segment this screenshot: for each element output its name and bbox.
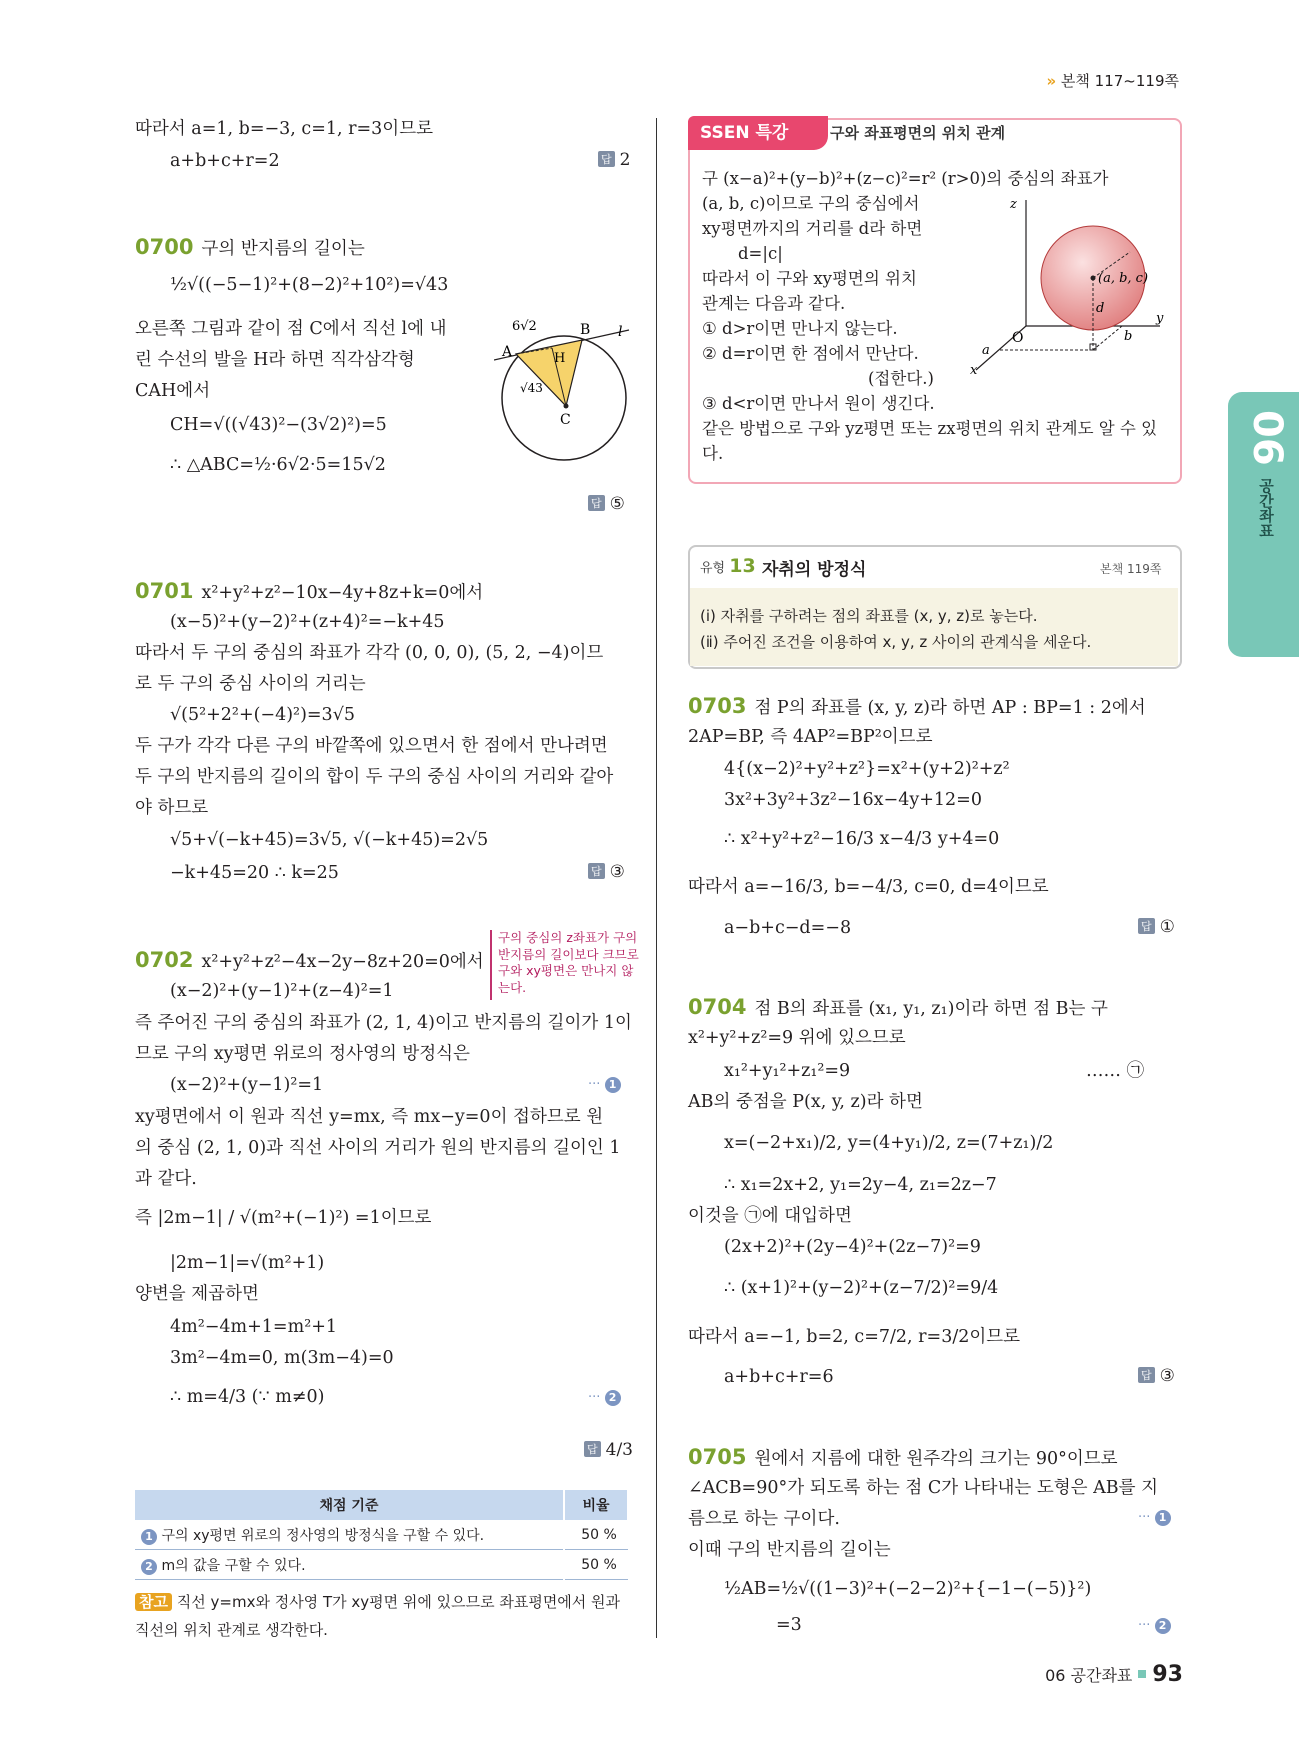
ssen-line-4: d=|c| — [738, 244, 783, 263]
problem-0704-line-11: a+b+c+r=6 — [724, 1367, 834, 1387]
problem-number: 0702 — [135, 948, 194, 972]
ssen-line-5: 따라서 이 구와 xy평면의 위치 — [702, 269, 917, 288]
problem-0701-line-8: 야 하므로 — [135, 798, 209, 818]
criteria-text: m의 값을 구할 수 있다. — [161, 1557, 306, 1574]
problem-0702-line-3: 즉 주어진 구의 중심의 좌표가 (2, 1, 4)이고 반지름의 길이가 1이 — [135, 1013, 632, 1033]
step-marker-1: ··· 1 — [588, 1077, 621, 1093]
problem-0700-line-2: ½√((−5−1)²+(8−2)²+10²)=√43 — [170, 275, 449, 295]
problem-0702-line-9: 즉 |2m−1| / √(m²+(−1)²) =1이므로 — [135, 1208, 432, 1228]
problem-0705-line-4: 이때 구의 반지름의 길이는 — [688, 1540, 891, 1560]
ssen-line-6: 관계는 다음과 같다. — [702, 294, 846, 313]
answer-value: 2 — [619, 150, 631, 170]
page-reference — [1046, 70, 1179, 91]
criteria-cell — [135, 1520, 564, 1550]
problem-0702-line-14: ∴ m=4/3 (∵ m≠0) — [170, 1387, 325, 1407]
table-row — [135, 1550, 628, 1580]
type-label-text: 유형 — [700, 561, 726, 576]
ssen-line-9: (접한다.) — [868, 369, 934, 388]
answer-0704 — [1138, 1366, 1175, 1386]
footer-square-icon — [1138, 1670, 1146, 1678]
answer-0702 — [584, 1440, 633, 1460]
label-center: (a, b, c) — [1098, 271, 1149, 286]
problem-0701-line-7: 두 구의 반지름의 길이의 합이 두 구의 중심 사이의 거리와 같아 — [135, 767, 614, 787]
label-y: y — [1156, 311, 1164, 326]
page-number: 93 — [1152, 1662, 1183, 1687]
problem-0705-line-2: ∠ACB=90°가 되도록 하는 점 C가 나타내는 도형은 AB를 지 — [688, 1478, 1159, 1498]
answer-icon: 답 — [598, 151, 615, 167]
label-d: d — [1096, 301, 1105, 316]
chevron-icon: » — [1046, 72, 1057, 90]
text: x²+y²+z²−10x−4y+8z+k=0에서 — [201, 583, 484, 603]
reference-note — [135, 1588, 635, 1644]
problem-0700-line-7: ∴ △ABC=½·6√2·5=15√2 — [170, 455, 386, 475]
problem-0705-line-1 — [688, 1444, 1118, 1472]
problem-number: 0705 — [688, 1445, 747, 1469]
problem-0703-line-4: 3x²+3y²+3z²−16x−4y+12=0 — [724, 790, 982, 810]
answer-icon: 답 — [584, 1441, 601, 1457]
table-row — [135, 1520, 628, 1550]
label-h: H — [554, 351, 566, 366]
answer-value: 4/3 — [605, 1440, 633, 1460]
text: x²+y²+z²−4x−2y−8z+20=0에서 — [201, 952, 484, 972]
problem-0702-line-10: |2m−1|=√(m²+1) — [170, 1253, 325, 1273]
problem-0704-line-2: x²+y²+z²=9 위에 있으므로 — [688, 1028, 906, 1048]
problem-number: 0700 — [135, 235, 194, 259]
problem-0704-line-10: 따라서 a=−1, b=2, c=7/2, r=3/2이므로 — [688, 1327, 1021, 1347]
problem-0702-line-8: 과 같다. — [135, 1169, 197, 1189]
problem-0704-line-1 — [688, 994, 1108, 1022]
step-marker-2: ··· 2 — [588, 1390, 621, 1406]
step-number: 2 — [141, 1559, 157, 1575]
answer-intro — [598, 150, 630, 170]
answer-icon: 답 — [588, 863, 605, 879]
answer-icon: 답 — [1138, 918, 1155, 934]
reference-line-2: 직선의 위치 관계로 생각한다. — [135, 1621, 328, 1639]
equation-tag: …… ㉠ — [1086, 1061, 1145, 1081]
page-footer — [1045, 1662, 1183, 1687]
problem-0703-line-7: a−b+c−d=−8 — [724, 918, 852, 938]
column-divider — [656, 118, 657, 1638]
reference-tag: 참고 — [135, 1593, 172, 1611]
problem-0700-line-4: 린 수선의 발을 H라 하면 직각삼각형 — [135, 350, 415, 370]
problem-0701-line-3: 따라서 두 구의 중심의 좌표가 각각 (0, 0, 0), (5, 2, −4)이므 — [135, 643, 604, 663]
problem-0700-line-6: CH=√((√43)²−(3√2)²)=5 — [170, 415, 387, 435]
ssen-line-7: ① d>r이면 만나지 않는다. — [702, 319, 898, 338]
problem-0702-line-4: 므로 구의 xy평면 위로의 정사영의 방정식은 — [135, 1044, 470, 1064]
rate-cell: 50 % — [564, 1550, 628, 1580]
answer-value: ⑤ — [609, 494, 625, 514]
answer-0700 — [588, 494, 625, 514]
type-item-2: (ⅱ) 주어진 조건을 이용하여 x, y, z 사이의 관계식을 세운다. — [700, 633, 1092, 651]
problem-0702-line-13: 3m²−4m=0, m(3m−4)=0 — [170, 1348, 394, 1368]
type-label — [700, 555, 756, 577]
problem-0701-line-10: −k+45=20 ∴ k=25 — [170, 863, 339, 883]
chapter-title: 공간좌표 — [1257, 478, 1275, 538]
label-c: C — [560, 412, 571, 428]
problem-0700-line-5: CAH에서 — [135, 381, 211, 401]
col-criteria: 채점 기준 — [135, 1490, 564, 1520]
problem-0703-line-2: 2AP=BP, 즉 4AP²=BP²이므로 — [688, 727, 933, 747]
answer-0701 — [588, 862, 625, 882]
problem-0700-line-1 — [135, 234, 365, 262]
label-root-43: √43 — [520, 381, 543, 395]
label-l: l — [618, 324, 623, 340]
criteria-text: 구의 xy평면 위로의 정사영의 방정식을 구할 수 있다. — [161, 1527, 485, 1544]
problem-0702-line-11: 양변을 제곱하면 — [135, 1284, 259, 1304]
page-reference-text: 본책 117~119쪽 — [1060, 72, 1179, 90]
problem-0701-line-4: 로 두 구의 중심 사이의 거리는 — [135, 674, 366, 694]
problem-0702-line-7: 의 중심 (2, 1, 0)과 직선 사이의 거리가 원의 반지름의 길이인 1 — [135, 1138, 621, 1158]
ssen-line-2: (a, b, c)이므로 구의 중심에서 — [702, 194, 920, 213]
problem-0704-line-4: AB의 중점을 P(x, y, z)라 하면 — [688, 1092, 923, 1112]
problem-0704-line-5: x=(−2+x₁)/2, y=(4+y₁)/2, z=(7+z₁)/2 — [724, 1133, 1054, 1153]
criteria-cell — [135, 1550, 564, 1580]
problem-0701-line-1 — [135, 578, 483, 606]
problem-0705-line-5: ½AB=½√((1−3)²+(−2−2)²+{−1−(−5)}²) — [724, 1579, 1092, 1599]
scoring-table — [135, 1490, 629, 1580]
problem-0704-line-9: ∴ (x+1)²+(y−2)²+(z−7/2)²=9/4 — [724, 1278, 999, 1298]
label-o: O — [1012, 330, 1024, 346]
ssen-line-10: ③ d<r이면 만나서 원이 생긴다. — [702, 394, 935, 413]
problem-number: 0701 — [135, 579, 194, 603]
center-point — [1091, 276, 1096, 281]
problem-0703-line-1 — [688, 693, 1146, 721]
chapter-side-tab — [1228, 392, 1299, 657]
problem-0703-line-6: 따라서 a=−16/3, b=−4/3, c=0, d=4이므로 — [688, 877, 1049, 897]
answer-0703 — [1138, 917, 1175, 937]
problem-number: 0704 — [688, 995, 747, 1019]
step-number: 2 — [1155, 1618, 1171, 1634]
step-marker-1: ··· 1 — [1138, 1510, 1171, 1526]
col-rate: 비율 — [564, 1490, 628, 1520]
intro-line-2: a+b+c+r=2 — [170, 151, 280, 171]
footer-chapter: 06 공간좌표 — [1045, 1666, 1133, 1685]
label-x: x — [970, 363, 978, 378]
answer-value: ③ — [609, 862, 625, 882]
chapter-number: 06 — [1244, 410, 1290, 466]
type-item-1: (ⅰ) 자취를 구하려는 점의 좌표를 (x, y, z)로 놓는다. — [700, 607, 1038, 625]
problem-0700-line-3: 오른쪽 그림과 같이 점 C에서 직선 l에 내 — [135, 319, 447, 339]
ssen-tag: SSEN 특강 — [688, 116, 828, 150]
text: 점 P의 좌표를 (x, y, z)라 하면 AP : BP=1 : 2에서 — [754, 698, 1146, 718]
ssen-line-1: 구 (x−a)²+(y−b)²+(z−c)²=r² (r>0)의 중심의 좌표가 — [702, 169, 1109, 188]
type-number: 13 — [729, 555, 756, 577]
ssen-line-3: xy평면까지의 거리를 d라 하면 — [702, 219, 923, 238]
ssen-title: 구와 좌표평면의 위치 관계 — [830, 124, 1006, 142]
problem-0702-line-2: (x−2)²+(y−1)²+(z−4)²=1 — [170, 981, 394, 1001]
step-number: 1 — [605, 1077, 621, 1093]
circle-triangle-figure — [494, 316, 634, 466]
rate-cell: 50 % — [564, 1520, 628, 1550]
label-b: b — [1124, 329, 1133, 344]
problem-number: 0703 — [688, 694, 747, 718]
problem-0702-line-1 — [135, 947, 484, 975]
problem-0704-line-7: 이것을 ㉠에 대입하면 — [688, 1206, 852, 1226]
problem-0705-line-3: 름으로 하는 구이다. — [688, 1509, 840, 1529]
step-marker-2: ··· 2 — [1138, 1618, 1171, 1634]
step-number: 1 — [141, 1529, 157, 1545]
ssen-line-12: 다. — [702, 444, 724, 463]
answer-icon: 답 — [588, 495, 605, 511]
problem-0704-line-3: x₁²+y₁²+z₁²=9 — [724, 1061, 851, 1081]
problem-0701-line-2: (x−5)²+(y−2)²+(z+4)²=−k+45 — [170, 612, 445, 632]
problem-0703-line-5: ∴ x²+y²+z²−16/3 x−4/3 y+4=0 — [724, 829, 1000, 849]
table-header — [135, 1490, 628, 1520]
answer-value: ③ — [1159, 1366, 1175, 1386]
answer-icon: 답 — [1138, 1367, 1155, 1383]
intro-line-1: 따라서 a=1, b=−3, c=1, r=3이므로 — [135, 119, 434, 139]
problem-0701-line-9: √5+√(−k+45)=3√5, √(−k+45)=2√5 — [170, 830, 489, 850]
label-z: z — [1010, 197, 1017, 212]
label-six-root-two: 6√2 — [512, 319, 537, 334]
problem-0702-line-5: (x−2)²+(y−1)²=1 — [170, 1075, 324, 1095]
point-c — [564, 404, 569, 409]
text: 원에서 지름에 대한 원주각의 크기는 90°이므로 — [754, 1449, 1118, 1469]
reference-line-1: 직선 y=mx와 정사영 T가 xy평면 위에 있으므로 좌표평면에서 원과 — [176, 1593, 621, 1611]
problem-0701-line-6: 두 구가 각각 다른 구의 바깥쪽에 있으면서 한 점에서 만나려면 — [135, 736, 608, 756]
problem-0704-line-8: (2x+2)²+(2y−4)²+(2z−7)²=9 — [724, 1237, 981, 1257]
ssen-line-8: ② d=r이면 한 점에서 만난다. — [702, 344, 919, 363]
step-number: 2 — [605, 1390, 621, 1406]
problem-0705-line-6: =3 — [776, 1615, 802, 1635]
ssen-line-11: 같은 방법으로 구와 yz평면 또는 zx평면의 위치 관계도 알 수 있 — [702, 419, 1158, 438]
answer-value: ① — [1159, 917, 1175, 937]
sphere-figure — [960, 192, 1170, 382]
type-title: 자취의 방정식 — [762, 560, 867, 580]
label-a: a — [982, 343, 990, 358]
problem-0702-line-6: xy평면에서 이 원과 직선 y=mx, 즉 mx−y=0이 접하므로 원 — [135, 1107, 604, 1127]
side-note: 구의 중심의 z좌표가 구의 반지름의 길이보다 크므로 구와 xy평면은 만나지 않는다. — [490, 930, 644, 1000]
label-b: B — [580, 322, 591, 338]
step-number: 1 — [1155, 1510, 1171, 1526]
label-a: A — [502, 344, 513, 360]
problem-0704-line-6: ∴ x₁=2x+2, y₁=2y−4, z₁=2z−7 — [724, 1175, 997, 1195]
problem-0703-line-3: 4{(x−2)²+y²+z²}=x²+(y+2)²+z² — [724, 759, 1010, 779]
text: 구의 반지름의 길이는 — [201, 239, 365, 259]
text: 점 B의 좌표를 (x₁, y₁, z₁)이라 하면 점 B는 구 — [754, 999, 1108, 1019]
problem-0701-line-5: √(5²+2²+(−4)²)=3√5 — [170, 705, 355, 725]
type-page-ref: 본책 119쪽 — [1100, 562, 1162, 576]
problem-0702-line-12: 4m²−4m+1=m²+1 — [170, 1317, 338, 1337]
